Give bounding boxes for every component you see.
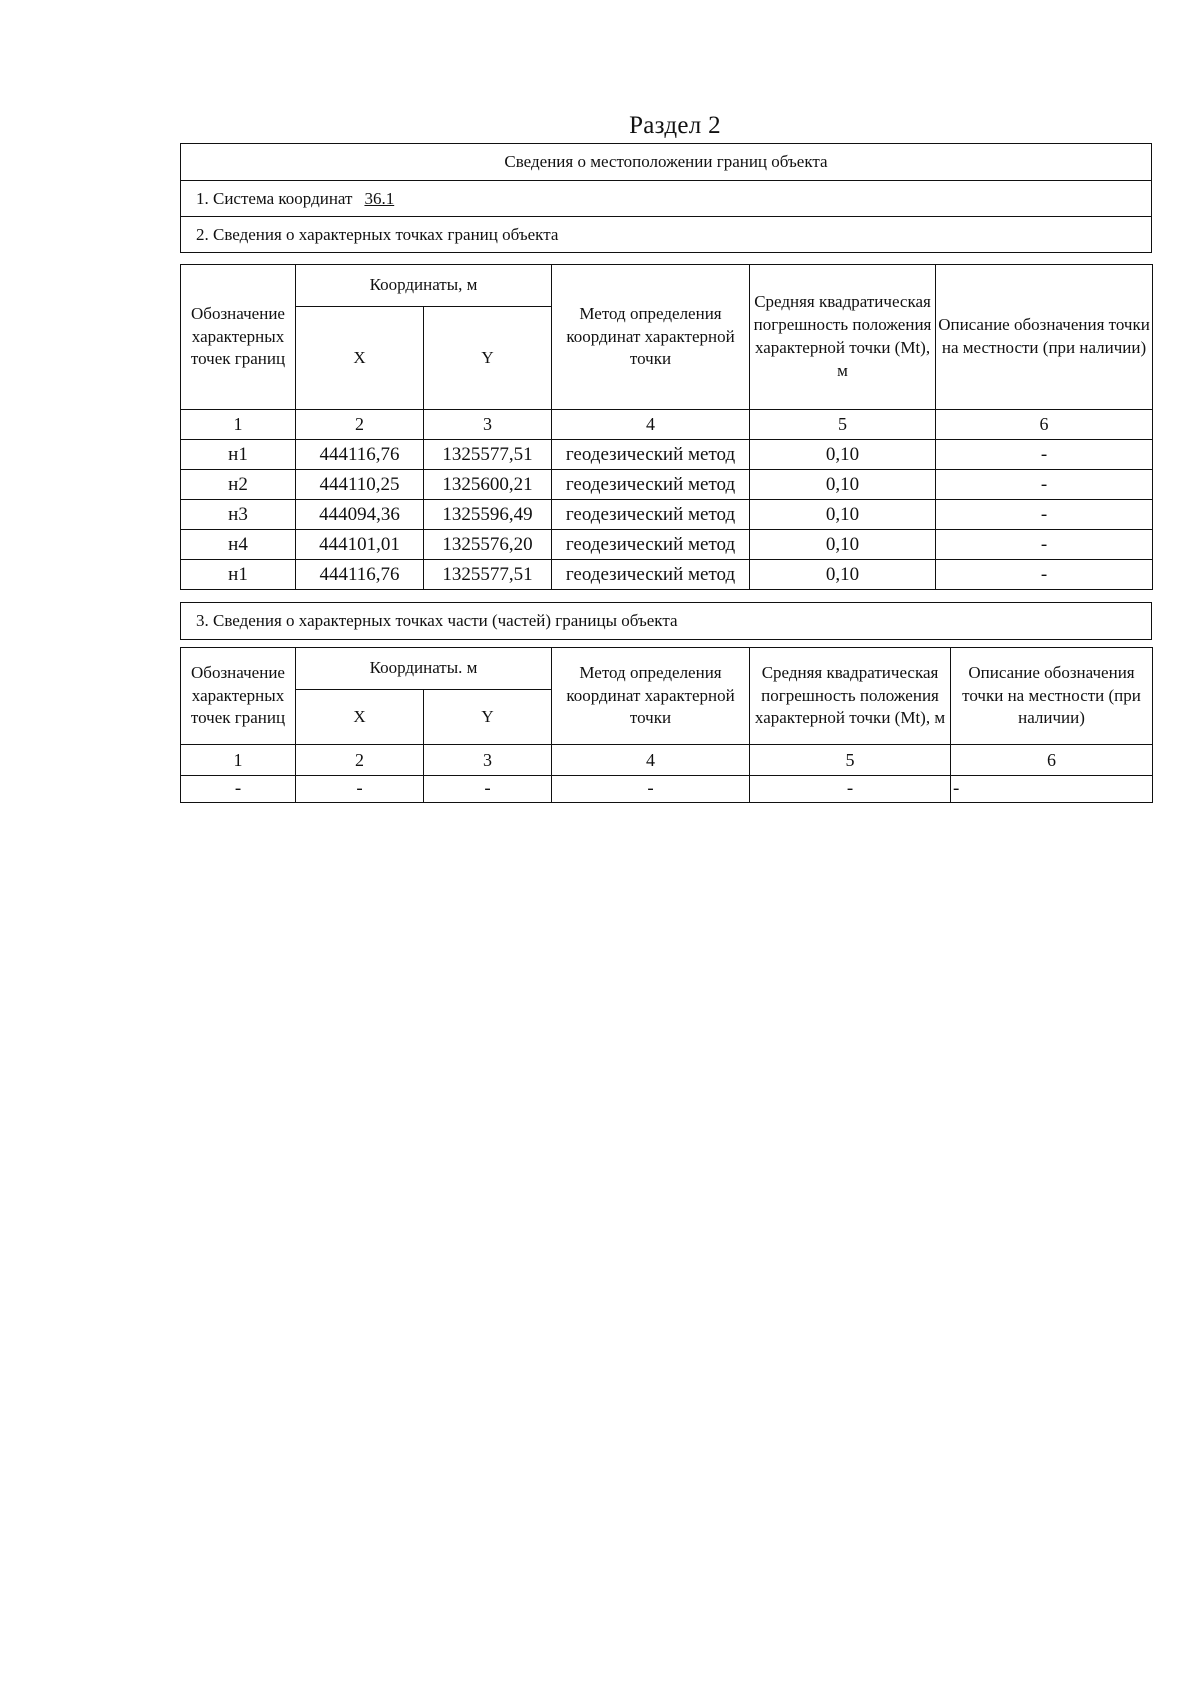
desc-cell: - — [951, 776, 1153, 803]
column-number: 6 — [936, 410, 1153, 440]
page-title: Раздел 2 — [629, 112, 721, 139]
y-cell: - — [424, 776, 552, 803]
boundary-parts-table — [180, 647, 1153, 803]
column-number: 4 — [552, 745, 750, 776]
table-row — [181, 470, 1153, 500]
desc-cell: - — [936, 470, 1153, 500]
location-heading: Сведения о местоположении границ объекта — [504, 152, 828, 171]
column-number: 2 — [296, 410, 424, 440]
col-coords-header: Координаты. м — [296, 648, 552, 690]
col-y-header: Y — [424, 307, 552, 410]
col-x-header: X — [296, 307, 424, 410]
section-3-box — [180, 602, 1152, 640]
column-number: 5 — [750, 745, 951, 776]
method-cell: геодезический метод — [552, 560, 750, 590]
col-desc-header: Описание обозначения точки на местности (при наличии) — [951, 648, 1153, 745]
column-number: 4 — [552, 410, 750, 440]
col-x-header: X — [296, 690, 424, 745]
column-number: 1 — [181, 745, 296, 776]
col-error-header: Средняя квадратическая погрешность положения характерной точки (Mt), м — [750, 648, 951, 745]
boundary-points-table — [180, 264, 1153, 590]
point-cell: н4 — [181, 530, 296, 560]
table-row — [181, 560, 1153, 590]
method-cell: геодезический метод — [552, 530, 750, 560]
error-cell: 0,10 — [750, 560, 936, 590]
col-point-header: Обозначение характерных точек границ — [181, 648, 296, 745]
method-cell: геодезический метод — [552, 440, 750, 470]
column-number: 6 — [951, 745, 1153, 776]
column-number: 3 — [424, 745, 552, 776]
y-cell: 1325577,51 — [424, 440, 552, 470]
desc-cell: - — [936, 500, 1153, 530]
point-cell: н1 — [181, 440, 296, 470]
x-cell: 444094,36 — [296, 500, 424, 530]
point-cell: н1 — [181, 560, 296, 590]
error-cell: - — [750, 776, 951, 803]
col-y-header: Y — [424, 690, 552, 745]
column-numbers-row — [181, 745, 1153, 776]
section-3-label: 3. Сведения о характерных точках части (частей) границы объекта — [196, 611, 678, 630]
x-cell: 444101,01 — [296, 530, 424, 560]
desc-cell: - — [936, 530, 1153, 560]
section-header-box — [180, 143, 1152, 253]
column-number: 1 — [181, 410, 296, 440]
col-method-header: Метод определения координат характерной точки — [552, 648, 750, 745]
col-coords-header: Координаты, м — [296, 265, 552, 307]
error-cell: 0,10 — [750, 440, 936, 470]
y-cell: 1325600,21 — [424, 470, 552, 500]
table-row — [181, 530, 1153, 560]
point-cell: - — [181, 776, 296, 803]
x-cell: - — [296, 776, 424, 803]
desc-cell: - — [936, 560, 1153, 590]
x-cell: 444110,25 — [296, 470, 424, 500]
col-desc-header: Описание обозначения точки на местности (при наличии) — [936, 265, 1153, 410]
column-number: 2 — [296, 745, 424, 776]
table-row — [181, 500, 1153, 530]
coordinate-system-value: 36.1 — [364, 188, 395, 208]
column-number: 3 — [424, 410, 552, 440]
coordinate-system-label: 1. Система координат — [196, 188, 353, 208]
col-method-header: Метод определения координат характерной точки — [552, 265, 750, 410]
col-error-header: Средняя квадратическая погрешность положения характерной точки (Mt), м — [750, 265, 936, 410]
y-cell: 1325577,51 — [424, 560, 552, 590]
coordinate-system-row — [181, 180, 1151, 216]
column-number: 5 — [750, 410, 936, 440]
method-cell: - — [552, 776, 750, 803]
table-row — [181, 776, 1153, 803]
error-cell: 0,10 — [750, 500, 936, 530]
y-cell: 1325596,49 — [424, 500, 552, 530]
error-cell: 0,10 — [750, 530, 936, 560]
table-row — [181, 440, 1153, 470]
point-cell: н3 — [181, 500, 296, 530]
y-cell: 1325576,20 — [424, 530, 552, 560]
method-cell: геодезический метод — [552, 500, 750, 530]
x-cell: 444116,76 — [296, 560, 424, 590]
section-2-label: 2. Сведения о характерных точках границ объекта — [181, 216, 1151, 252]
col-point-header: Обозначение характерных точек границ — [181, 265, 296, 410]
desc-cell: - — [936, 440, 1153, 470]
point-cell: н2 — [181, 470, 296, 500]
column-numbers-row — [181, 410, 1153, 440]
error-cell: 0,10 — [750, 470, 936, 500]
method-cell: геодезический метод — [552, 470, 750, 500]
x-cell: 444116,76 — [296, 440, 424, 470]
